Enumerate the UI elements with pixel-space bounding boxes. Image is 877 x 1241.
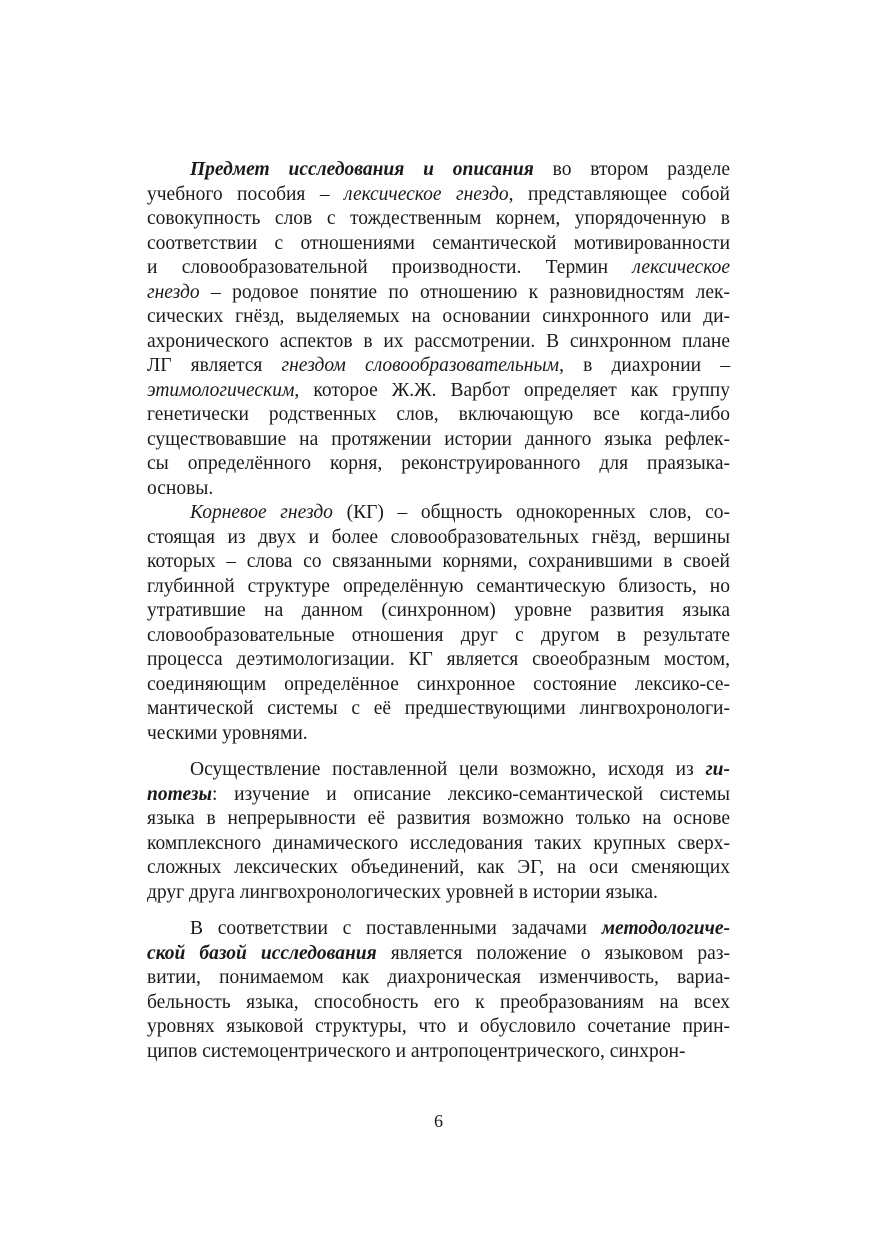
text-run: друг друга лингвохронологических уровней в истории языка.	[147, 881, 658, 903]
text-line	[147, 477, 730, 502]
text-line	[147, 942, 730, 967]
text-run: глубинной структуре определённую семантическую близость, но	[147, 575, 730, 597]
page-body	[147, 158, 730, 1064]
text-run: В соответствии с поставленными задачами	[190, 918, 602, 939]
text-run: , в диахронии –	[559, 355, 730, 376]
text-run: соединяющим определённое синхронное состояние лексико-се-	[147, 673, 730, 695]
text-run: сы определённого корня, реконструированного для праязыка-	[147, 453, 730, 474]
text-line	[147, 158, 730, 183]
text-run: словообразовательные отношения друг с другом в результате	[147, 624, 730, 646]
text-run: – родовое понятие по отношению к разновидностям лек-	[199, 281, 730, 303]
text-line	[147, 256, 730, 281]
italic-term: гнездом словообразовательным	[281, 355, 560, 376]
text-line	[147, 232, 730, 257]
text-run: генетически родственных слов, включающую все когда-либо	[147, 404, 730, 425]
text-line	[147, 575, 730, 600]
text-line	[147, 183, 730, 208]
text-line	[147, 1040, 730, 1065]
italic-term: Корневое гнездо	[190, 502, 333, 523]
text-run: которых – слова со связанными корнями, сохранившими в своей	[147, 551, 730, 572]
text-line	[147, 697, 730, 722]
text-line	[147, 881, 730, 906]
text-run: является положение о языковом раз-	[376, 942, 730, 964]
text-run: комплексного динамического исследования таких крупных сверх-	[147, 832, 730, 854]
text-run: существовавшие на протяжении истории данного языка рефлек-	[147, 428, 730, 450]
text-run: стоящая из двух и более словообразовательных гнёзд, вершины	[147, 526, 730, 548]
text-line	[147, 207, 730, 232]
text-line	[147, 722, 730, 747]
text-run: витии, понимаемом как диахроническая изменчивость, вариа-	[147, 967, 730, 988]
text-line	[147, 917, 730, 942]
text-line	[147, 624, 730, 649]
text-line	[147, 281, 730, 306]
text-line	[147, 856, 730, 881]
text-run: учебного пособия –	[147, 183, 344, 205]
text-line	[147, 1015, 730, 1040]
text-run: во втором разделе	[533, 159, 731, 180]
text-line	[147, 991, 730, 1016]
paragraph-hypothesis	[147, 758, 730, 905]
text-run: : изучение и описание лексико-семантической системы	[212, 783, 730, 805]
text-run: совокупность слов с тождественным корнем, упорядоченную в	[147, 208, 730, 229]
text-line	[147, 403, 730, 428]
emphasis-term: ской базой исследования	[147, 942, 377, 964]
text-run: (КГ) – общность однокоренных слов, со-	[332, 502, 730, 523]
emphasis-term: Предмет исследования и описания	[190, 159, 534, 180]
text-line	[147, 501, 730, 526]
text-line	[147, 526, 730, 551]
paragraph-root-nest	[147, 501, 730, 746]
page-number: 6	[434, 1111, 443, 1131]
text-run: основы.	[147, 477, 214, 499]
italic-term: лексическое гнездо	[344, 183, 509, 205]
text-run: ческими уровнями.	[147, 722, 308, 744]
text-run: , которое Ж.Ж. Варбот определяет как группу	[294, 379, 730, 401]
text-run: утратившие на данном (синхронном) уровне развития языка	[147, 600, 730, 621]
text-run: бельность языка, способность его к преобразованиям на всех	[147, 991, 730, 1013]
text-run: мантической системы с её предшествующими лингвохронологи-	[147, 698, 730, 719]
text-line	[147, 758, 730, 783]
text-line	[147, 673, 730, 698]
text-run: уровнях языковой структуры, что и обусловило сочетание прин-	[147, 1016, 730, 1037]
text-line	[147, 379, 730, 404]
text-run: Осуществление поставленной цели возможно, исходя из	[190, 759, 706, 780]
text-line	[147, 648, 730, 673]
text-line	[147, 550, 730, 575]
text-run: процесса деэтимологизации. КГ является своеобразным мостом,	[147, 649, 730, 670]
text-line	[147, 452, 730, 477]
text-line	[147, 354, 730, 379]
text-run: ахронического аспектов в их рассмотрении. В синхронном плане	[147, 330, 730, 352]
emphasis-term: потезы	[147, 783, 213, 805]
text-run: и словообразовательной производности. Термин	[147, 257, 633, 278]
text-run: ЛГ является	[147, 355, 282, 376]
text-run: сических гнёзд, выделяемых на основании синхронного или ди-	[147, 306, 730, 327]
text-line	[147, 599, 730, 624]
emphasis-term: ги-	[705, 759, 730, 780]
emphasis-term: методологиче-	[601, 918, 730, 939]
italic-term: лексическое	[632, 257, 730, 278]
paragraph-methodology	[147, 917, 730, 1064]
text-run: , представляющее собой	[508, 183, 730, 205]
text-run: ципов системоцентрического и антропоцентрического, синхрон-	[147, 1040, 686, 1062]
text-line	[147, 966, 730, 991]
text-line	[147, 807, 730, 832]
italic-term: гнездо	[147, 281, 200, 303]
text-run: сложных лексических объединений, как ЭГ, на оси сменяющих	[147, 857, 730, 878]
text-run: соответствии с отношениями семантической мотивированности	[147, 232, 730, 254]
text-line	[147, 832, 730, 857]
text-line	[147, 305, 730, 330]
text-line	[147, 783, 730, 808]
text-line	[147, 428, 730, 453]
italic-term: этимологическим	[147, 379, 295, 401]
text-run: языка в непрерывности её развития возможно только на основе	[147, 808, 730, 829]
paragraph-subject	[147, 158, 730, 501]
text-line	[147, 330, 730, 355]
